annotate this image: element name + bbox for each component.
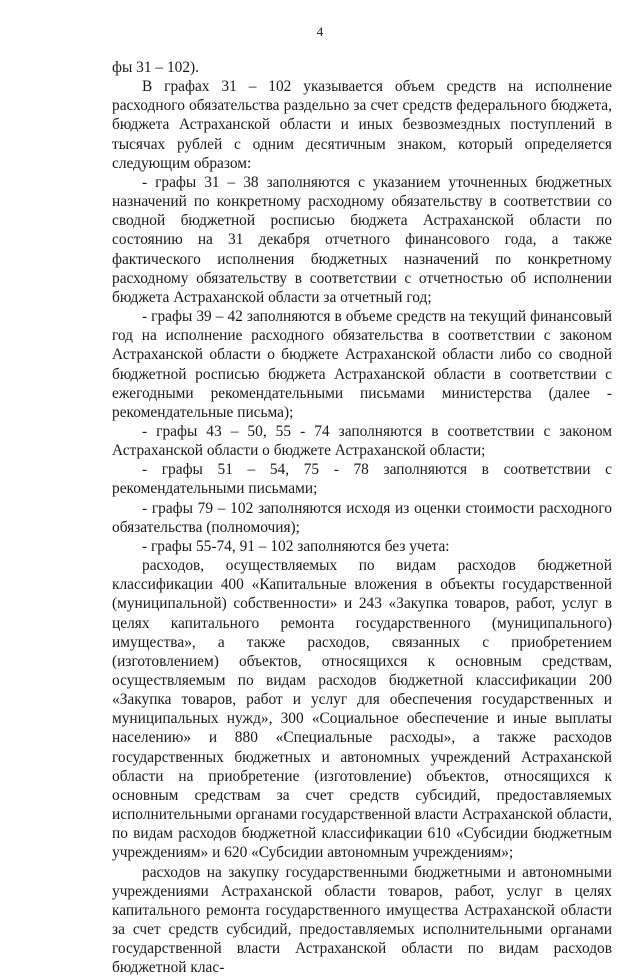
document-body [112,58,612,978]
paragraph-columns-43-50: - графы 43 – 50, 55 - 74 заполняются в соответствии с законом Астраханской области о бюджете Астраханской области; [112,422,612,460]
paragraph-continuation: фы 31 – 102). [112,59,200,76]
paragraph-columns-31-38: - графы 31 – 38 заполняются с указанием уточненных бюджетных назначений по конкретному расходному обязательству в соответствии со сводной бюджетной росписью бюджета Астраханской области по состоянию на 31 декабря отчетного финансового года, а также фактического исполнения бюджетных назначений по конкретному расходному обязательству в соответствии с отчетностью об исполнении бюджета Астраханской области за отчетный год; [112,173,612,306]
paragraph-columns-39-42: - графы 39 – 42 заполняются в объеме средств на текущий финансовый год на исполнение расходного обязательства в соответствии с законом Астраханской области о бюджете Астраханской области либо со сводной бюджетной росписью бюджета Астраханской области в соответствии с ежегодными рекомендательными письмами министерства (далее - рекомендательные письма); [112,308,612,421]
page-number: 4 [316,24,324,39]
paragraph-columns-51-54: - графы 51 – 54, 75 - 78 заполняются в соответствии с рекомендательными письмами; [112,461,612,498]
paragraph-columns-31-102: В графах 31 – 102 указывается объем средств на исполнение расходного обязательства раздельно за счет средств федерального бюджета, бюджета Астраханской области и иных безвозмездных поступлений в тысячах рублей с одним десятичным знаком, который определяется следующим образом: [112,78,612,172]
paragraph-expenses-capital: расходов, осуществляемых по видам расходов бюджетной классификации 400 «Капитальные вложения в объекты государственной (муниципальной) собственности» и 243 «Закупка товаров, работ, услуг в целях капитального ремонта государственного (муниципального) имущества», а также расходов, связанных с приобретением (изготовлением) объектов, относящихся к основным средствам, осуществляемым по видам расходов бюджетной классификации 200 «Закупка товаров, работ и услуг для обеспечения государственных и муниципальных нужд», 300 «Социальное обеспечение и иные выплаты населению» и 880 «Специальные расходы», а также расходов государственных бюджетных и автономных учреждений Астраханской области на приобретение (изготовление) объектов, относящихся к основным средствам за счет средств субсидий, предоставляемых исполнительными органами государственной власти Астраханской области, по видам расходов бюджетной классификации 610 «Субсидии бюджетным учреждениям» и 620 «Субсидии автономным учреждениям»; [112,557,612,862]
paragraph-columns-79-102: - графы 79 – 102 заполняются исходя из оценки стоимости расходного обязательства (полномочия); [112,499,612,536]
paragraph-expenses-repair: расходов на закупку государственными бюджетными и автономными учреждениями Астраханской области товаров, работ, услуг в целях капитального ремонта государственного имущества Астраханской области за счет средств субсидий, предоставляемых исполнительными органами государственной власти Астраханской области по видам расходов бюджетной клас- [112,863,612,977]
paragraph-columns-55-74: - графы 55-74, 91 – 102 заполняются без учета: [142,537,450,555]
